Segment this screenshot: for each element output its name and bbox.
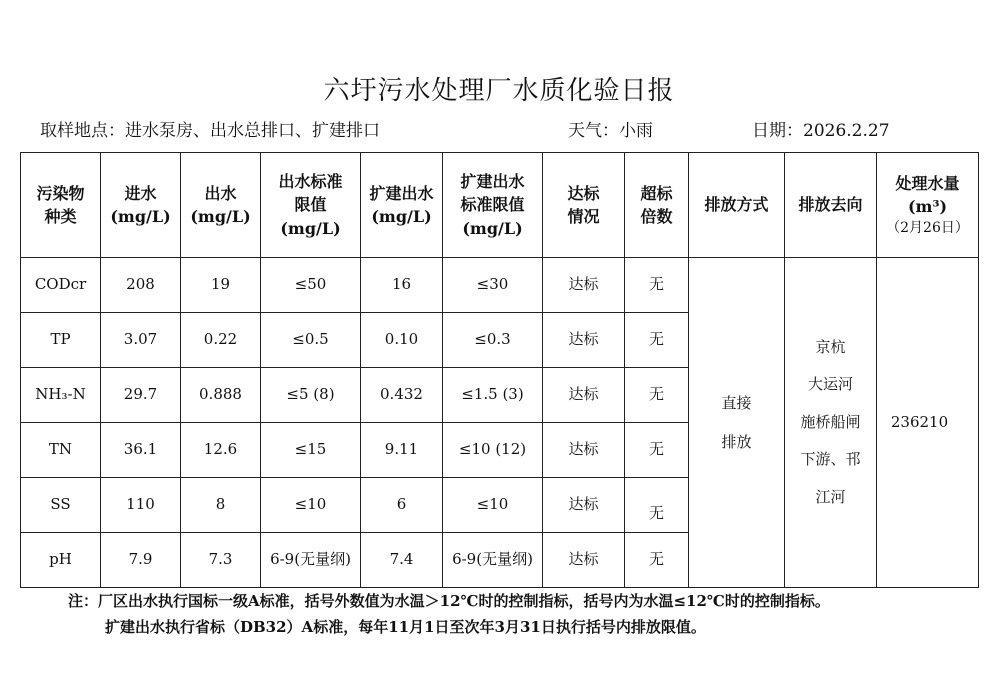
row-status: 达标 — [543, 478, 625, 533]
row-ext-outflow: 16 — [361, 258, 443, 313]
header-outflow: 出水 (mg/L) — [181, 153, 261, 258]
row-limit: 6-9(无量纲) — [261, 533, 361, 588]
row-inflow: 208 — [101, 258, 181, 313]
row-inflow: 110 — [101, 478, 181, 533]
header-inflow: 进水 (mg/L) — [101, 153, 181, 258]
row-status: 达标 — [543, 258, 625, 313]
row-exceed: 无 — [625, 368, 689, 423]
row-outflow: 0.888 — [181, 368, 261, 423]
row-ext-limit: ≤1.5 (3) — [443, 368, 543, 423]
row-limit: ≤5 (8) — [261, 368, 361, 423]
row-outflow: 19 — [181, 258, 261, 313]
weather: 天气：小雨 — [568, 121, 653, 141]
report-title: 六圩污水处理厂水质化验日报 — [323, 76, 675, 106]
header-discharge-method: 排放方式 — [689, 153, 785, 258]
row-ext-outflow: 0.432 — [361, 368, 443, 423]
row-status: 达标 — [543, 368, 625, 423]
row-outflow: 8 — [181, 478, 261, 533]
discharge-method: 直接 排放 — [689, 258, 785, 588]
row-item: pH — [21, 533, 101, 588]
header-row — [21, 153, 979, 258]
sampling-location: 取样地点：进水泵房、出水总排口、扩建排口 — [40, 121, 380, 141]
row-limit: ≤15 — [261, 423, 361, 478]
footnote-line-2: 扩建出水执行省标（DB32）A标准，每年11月1日至次年3月31日执行括号内排放限值。 — [105, 618, 706, 636]
row-limit: ≤0.5 — [261, 313, 361, 368]
row-limit: ≤50 — [261, 258, 361, 313]
row-ext-outflow: 9.11 — [361, 423, 443, 478]
row-exceed: 无 — [625, 313, 689, 368]
row-status: 达标 — [543, 313, 625, 368]
row-item: CODcr — [21, 258, 101, 313]
row-ext-limit: ≤10 — [443, 478, 543, 533]
discharge-destination: 京杭 大运河 施桥船闸 下游、邗 江河 — [785, 258, 877, 588]
footnote-line-1: 注：厂区出水执行国标一级A标准，括号外数值为水温＞12℃时的控制指标，括号内为水温≤12℃时的控制指标。 — [68, 592, 830, 610]
row-inflow: 36.1 — [101, 423, 181, 478]
header-outflow-limit: 出水标准 限值 (mg/L) — [261, 153, 361, 258]
row-ext-limit: ≤30 — [443, 258, 543, 313]
row-inflow: 7.9 — [101, 533, 181, 588]
row-outflow: 0.22 — [181, 313, 261, 368]
row-inflow: 29.7 — [101, 368, 181, 423]
row-status: 达标 — [543, 533, 625, 588]
header-discharge-dest: 排放去向 — [785, 153, 877, 258]
row-ext-outflow: 6 — [361, 478, 443, 533]
header-treated-volume: 处理水量 (m³) （2月26日） — [877, 153, 979, 258]
row-status: 达标 — [543, 423, 625, 478]
header-status: 达标 情况 — [543, 153, 625, 258]
footnote — [68, 588, 830, 640]
row-exceed: 无 — [625, 423, 689, 478]
row-item: SS — [21, 478, 101, 533]
header-pollutant: 污染物 种类 — [21, 153, 101, 258]
header-exceed: 超标 倍数 — [625, 153, 689, 258]
treated-volume: 236210 — [877, 258, 979, 588]
water-quality-table — [20, 152, 979, 588]
row-item: NH₃-N — [21, 368, 101, 423]
table-row — [21, 258, 979, 313]
volume-date: （2月26日） — [886, 220, 969, 237]
header-ext-limit: 扩建出水 标准限值 (mg/L) — [443, 153, 543, 258]
row-outflow: 7.3 — [181, 533, 261, 588]
row-item: TP — [21, 313, 101, 368]
row-limit: ≤10 — [261, 478, 361, 533]
row-exceed: 无 — [625, 258, 689, 313]
row-ext-limit: 6-9(无量纲) — [443, 533, 543, 588]
row-exceed: 无 — [625, 533, 689, 588]
header-ext-outflow: 扩建出水 (mg/L) — [361, 153, 443, 258]
row-outflow: 12.6 — [181, 423, 261, 478]
row-item: TN — [21, 423, 101, 478]
row-inflow: 3.07 — [101, 313, 181, 368]
row-ext-limit: ≤10 (12) — [443, 423, 543, 478]
row-ext-limit: ≤0.3 — [443, 313, 543, 368]
report-date: 日期：2026.2.27 — [752, 121, 890, 141]
row-exceed: 无 — [625, 478, 689, 533]
row-ext-outflow: 7.4 — [361, 533, 443, 588]
row-ext-outflow: 0.10 — [361, 313, 443, 368]
